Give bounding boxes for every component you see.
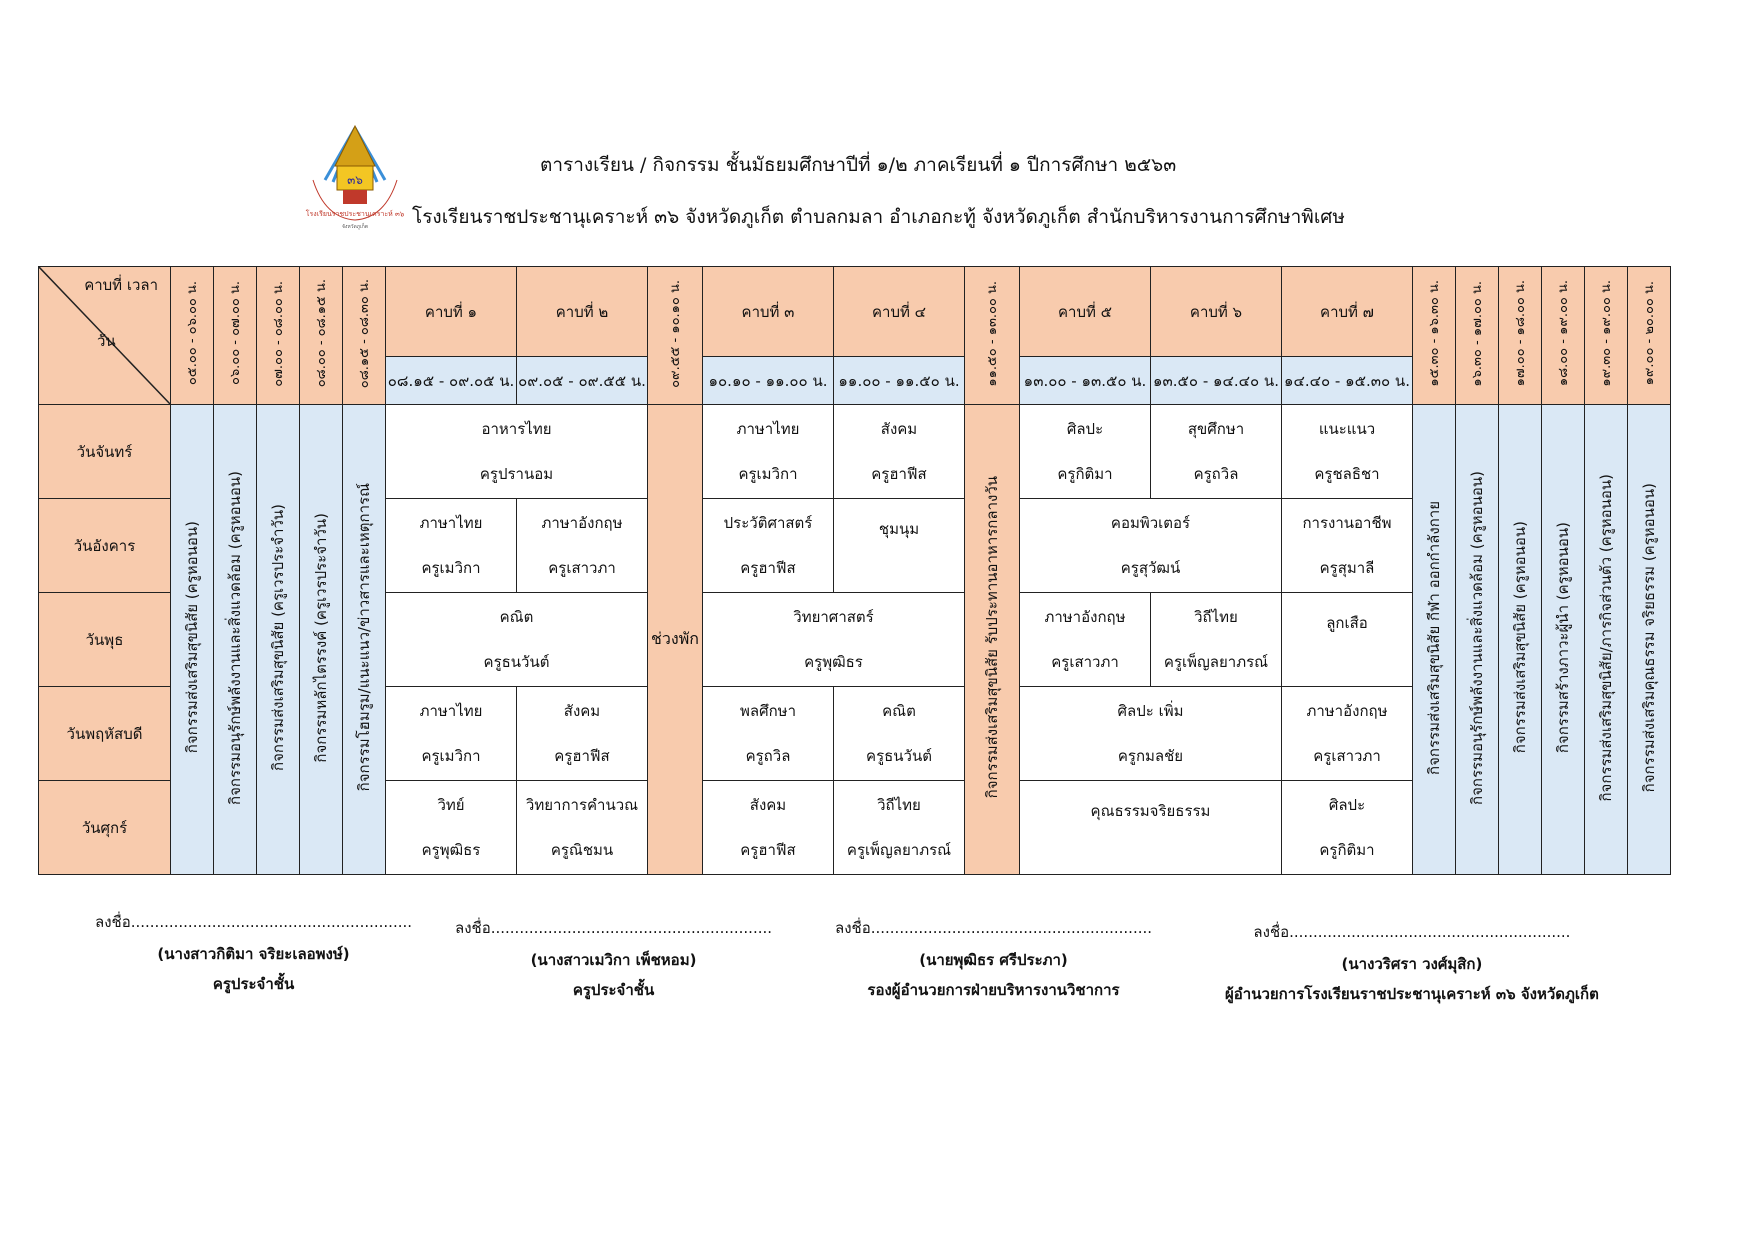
- class-cell: ประวัติศาสตร์ ครูฮาฟีส: [703, 499, 834, 593]
- class-cell: คุณธรรมจริยธรรม: [1020, 781, 1282, 875]
- period-header: คาบที่ ๓: [703, 267, 834, 357]
- period-time: ๑๓.๕๐ - ๑๔.๔๐ น.: [1151, 357, 1282, 405]
- svg-text:โรงเรียนราชประชานุเคราะห์ ๓๖: โรงเรียนราชประชานุเคราะห์ ๓๖: [305, 210, 405, 218]
- day-label: วันจันทร์: [39, 405, 171, 499]
- period-header: คาบที่ ๖: [1151, 267, 1282, 357]
- signature-block-homeroom-2: ลงชื่อ........................................................... (นางสาวเมวิกา เพ็ชหอม) ครูประจำชั้น: [455, 919, 773, 999]
- class-cell: ภาษาไทย ครูเมวิกา: [386, 687, 517, 781]
- svg-text:๓๖: ๓๖: [347, 173, 363, 187]
- class-cell: สังคม ครูฮาฟีส: [517, 687, 648, 781]
- class-cell: วิถีไทย ครูเพ็ญลยาภรณ์: [1151, 593, 1282, 687]
- pre-activity: กิจกรรมส่งเสริมสุขนิสัย (ครูเวรประจำวัน): [257, 405, 300, 875]
- period-time: ๐๘.๑๕ - ๐๙.๐๕ น.: [386, 357, 517, 405]
- post-time-header: ๑๘.๐๐ - ๑๙.๐๐ น.: [1542, 267, 1585, 405]
- pre-activity: กิจกรรมส่งเสริมสุขนิสัย (ครูหอนอน): [171, 405, 214, 875]
- class-cell: คอมพิวเตอร์ ครูสุวัฒน์: [1020, 499, 1282, 593]
- class-cell: ศิลปะ เพิ่ม ครูกมลชัย: [1020, 687, 1282, 781]
- class-cell: พลศึกษา ครูถวิล: [703, 687, 834, 781]
- day-label: วันพฤหัสบดี: [39, 687, 171, 781]
- post-time-header: ๑๖.๓๐ - ๑๗.๐๐ น.: [1456, 267, 1499, 405]
- pre-time-header: ๐๖.๐๐ - ๐๗.๐๐ น.: [214, 267, 257, 405]
- post-time-header: ๑๗.๐๐ - ๑๘.๐๐ น.: [1499, 267, 1542, 405]
- break-cell: ช่วงพัก: [648, 405, 703, 875]
- lunch-cell: กิจกรรมส่งเสริมสุขนิสัย รับประทานอาหารกลางวัน: [965, 405, 1020, 875]
- timetable: [38, 266, 1671, 875]
- corner-period-time-label: คาบที่ เวลา: [84, 276, 158, 294]
- post-activity: กิจกรรมอนุรักษ์พลังงานและสิ่งแวดล้อม (ครูหอนอน): [1456, 405, 1499, 875]
- period-header: คาบที่ ๔: [834, 267, 965, 357]
- signature-block-deputy-director: ลงชื่อ........................................................... (นายพุฒิธร ศรีประภา) รองผู้อำนวยการฝ่ายบริหารงานวิชาการ: [835, 919, 1153, 999]
- class-cell: แนะแนว ครูชลธิชา: [1282, 405, 1413, 499]
- class-cell: ภาษาอังกฤษ ครูเสาวภา: [1282, 687, 1413, 781]
- period-header: คาบที่ ๗: [1282, 267, 1413, 357]
- class-cell: ศิลปะ ครูกิติมา: [1020, 405, 1151, 499]
- post-activity: กิจกรรมส่งเสริมคุณธรรม จริยธรรม (ครูหอนอน): [1628, 405, 1671, 875]
- period-header: คาบที่ ๕: [1020, 267, 1151, 357]
- day-label: วันอังคาร: [39, 499, 171, 593]
- pre-time-header: ๐๘.๐๐ - ๐๘.๑๕ น.: [300, 267, 343, 405]
- period-time: ๑๐.๑๐ - ๑๑.๐๐ น.: [703, 357, 834, 405]
- class-cell: สุขศึกษา ครูถวิล: [1151, 405, 1282, 499]
- post-time-header: ๑๕.๓๐ - ๑๖.๓๐ น.: [1413, 267, 1456, 405]
- lunch-time-header: ๑๑.๕๐ - ๑๓.๐๐ น.: [965, 267, 1020, 405]
- class-cell: วิทยาการคำนวณ ครูณิชมน: [517, 781, 648, 875]
- post-activity: กิจกรรมสร้างภาวะผู้นำ (ครูหอนอน): [1542, 405, 1585, 875]
- school-logo: [305, 120, 405, 230]
- table-corner: [39, 267, 171, 405]
- pre-activity: กิจกรรมอนุรักษ์พลังงานและสิ่งแวดล้อม (ครูหอนอน): [214, 405, 257, 875]
- pre-activity: กิจกรรมโฮมรูม/แนะแนว/ข่าวสารและเหตุการณ์: [343, 405, 386, 875]
- period-time: ๑๑.๐๐ - ๑๑.๕๐ น.: [834, 357, 965, 405]
- signature-block-homeroom-1: ลงชื่อ........................................................... (นางสาวกิติมา จริยะเลอพงษ์) ครูประจำชั้น: [95, 913, 413, 993]
- class-cell: คณิต ครูธนวันต์: [386, 593, 648, 687]
- corner-day-label: วัน: [97, 332, 116, 350]
- post-time-header: ๑๙.๓๐ - ๑๙.๐๐ น.: [1585, 267, 1628, 405]
- day-label: วันพุธ: [39, 593, 171, 687]
- signature-block-director: ลงชื่อ........................................................... (นางวริศรา วงศ์มุสิก) ผู้อำนวยการโรงเรียนราชประชานุเคราะห์ ๓๖ จังหวัดภูเก็ต: [1225, 923, 1599, 1003]
- period-time: ๑๓.๐๐ - ๑๓.๕๐ น.: [1020, 357, 1151, 405]
- post-activity: กิจกรรมส่งเสริมสุขนิสัย (ครูหอนอน): [1499, 405, 1542, 875]
- page-subtitle: โรงเรียนราชประชานุเคราะห์ ๓๖ จังหวัดภูเก็ต ตำบลกมลา อำเภอกะทู้ จังหวัดภูเก็ต สำนักบริหารงานการศึกษาพิเศษ: [412, 206, 1345, 228]
- period-time: ๐๙.๐๕ - ๐๙.๕๕ น.: [517, 357, 648, 405]
- class-cell: ชุมนุม: [834, 499, 965, 593]
- pre-time-header: ๐๗.๐๐ - ๐๘.๐๐ น.: [257, 267, 300, 405]
- class-cell: ภาษาไทย ครูเมวิกา: [703, 405, 834, 499]
- class-cell: ภาษาอังกฤษ ครูเสาวภา: [1020, 593, 1151, 687]
- post-activity: กิจกรรมส่งเสริมสุขนิสัย กีฬา ออกกำลังกาย: [1413, 405, 1456, 875]
- day-label: วันศุกร์: [39, 781, 171, 875]
- class-cell: การงานอาชีพ ครูสุมาลี: [1282, 499, 1413, 593]
- period-time: ๑๔.๔๐ - ๑๕.๓๐ น.: [1282, 357, 1413, 405]
- break-time-header: ๐๙.๕๕ - ๑๐.๑๐ น.: [648, 267, 703, 405]
- class-cell: อาหารไทย ครูปรานอม: [386, 405, 648, 499]
- class-cell: คณิต ครูธนวันต์: [834, 687, 965, 781]
- class-cell: ภาษาไทย ครูเมวิกา: [386, 499, 517, 593]
- post-time-header: ๑๙.๐๐ - ๒๐.๐๐ น.: [1628, 267, 1671, 405]
- post-activity: กิจกรรมส่งเสริมสุขนิสัย/ภารกิจส่วนตัว (ครูหอนอน): [1585, 405, 1628, 875]
- class-cell: ศิลปะ ครูกิติมา: [1282, 781, 1413, 875]
- class-cell: วิทย์ ครูพุฒิธร: [386, 781, 517, 875]
- class-cell: สังคม ครูฮาฟีส: [834, 405, 965, 499]
- period-header: คาบที่ ๒: [517, 267, 648, 357]
- class-cell: ลูกเสือ: [1282, 593, 1413, 687]
- period-header: คาบที่ ๑: [386, 267, 517, 357]
- pre-time-header: ๐๘.๑๕ - ๐๘.๓๐ น.: [343, 267, 386, 405]
- svg-text:จังหวัดภูเก็ต: จังหวัดภูเก็ต: [341, 224, 369, 230]
- page-title: ตารางเรียน / กิจกรรม ชั้นมัธยมศึกษาปีที่ ๑/๒ ภาคเรียนที่ ๑ ปีการศึกษา ๒๕๖๓: [540, 154, 1177, 176]
- class-cell: วิทยาศาสตร์ ครูพุฒิธร: [703, 593, 965, 687]
- class-cell: สังคม ครูฮาฟีส: [703, 781, 834, 875]
- class-cell: วิถีไทย ครูเพ็ญลยาภรณ์: [834, 781, 965, 875]
- pre-time-header: ๐๕.๐๐ - ๐๖.๐๐ น.: [171, 267, 214, 405]
- class-cell: ภาษาอังกฤษ ครูเสาวภา: [517, 499, 648, 593]
- pre-activity: กิจกรรมหลักไตรรงค์ (ครูเวรประจำวัน): [300, 405, 343, 875]
